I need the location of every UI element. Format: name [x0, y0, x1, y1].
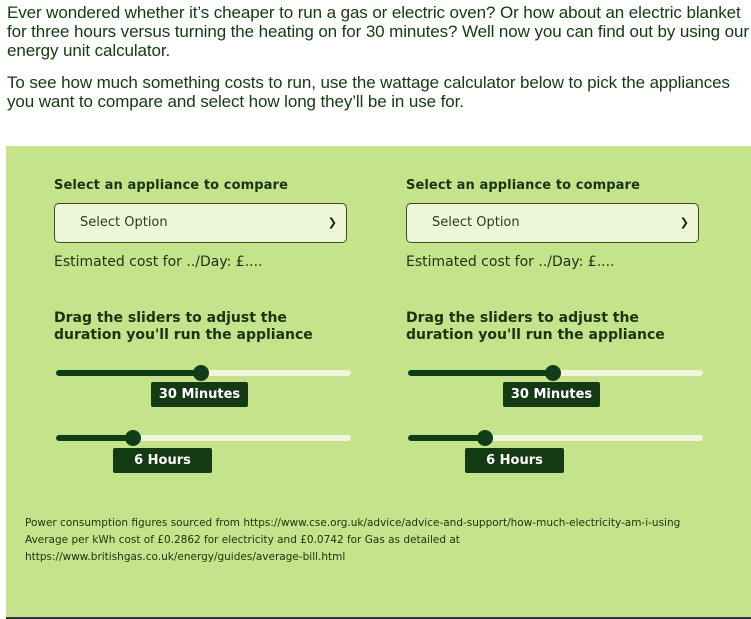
minutes-slider-thumb[interactable] [545, 365, 561, 381]
slider-instructions: Drag the sliders to adjust the duration you'll run the appliance [54, 310, 313, 343]
minutes-slider-fill [56, 370, 201, 376]
minutes-value-badge: 30 Minutes [503, 382, 600, 407]
appliance-select-value: Select Option [80, 215, 168, 230]
minutes-slider-fill [408, 370, 553, 376]
intro-paragraph-1: Ever wondered whether it’s cheaper to run a gas or electric oven? Or how about an electric blanket for three hours versus turning the heating on for 30 minutes? Well now you can find out by using our energy unit calculator. [7, 3, 749, 60]
estimated-cost: Estimated cost for ../Day: £.... [406, 254, 615, 270]
minutes-value-badge: 30 Minutes [151, 382, 248, 407]
hours-slider-thumb[interactable] [477, 430, 493, 446]
appliance-select[interactable] [54, 203, 347, 243]
chevron-down-icon: ❯ [679, 216, 689, 229]
hours-slider-thumb[interactable] [125, 430, 141, 446]
footer-line-link: https://www.britishgas.co.uk/energy/guides/average-bill.html [25, 551, 346, 563]
hours-slider-fill [56, 435, 133, 441]
intro-text [7, 3, 751, 111]
appliance-heading: Select an appliance to compare [406, 178, 640, 193]
hours-slider-fill [408, 435, 485, 441]
hours-value-badge: 6 Hours [465, 448, 564, 473]
calculator-panel [6, 146, 751, 619]
chevron-down-icon: ❯ [327, 216, 337, 229]
hours-value-badge: 6 Hours [113, 448, 212, 473]
footer-line-source: Power consumption figures sourced from https://www.cse.org.uk/advice/advice-and-support/how-much-electricity-am-i-using [25, 517, 681, 529]
minutes-slider[interactable] [408, 370, 703, 376]
footer-notes [25, 515, 745, 566]
minutes-slider[interactable] [56, 370, 351, 376]
minutes-slider-thumb[interactable] [193, 365, 209, 381]
appliance-select[interactable] [406, 203, 699, 243]
hours-slider[interactable] [56, 435, 351, 441]
estimated-cost: Estimated cost for ../Day: £.... [54, 254, 263, 270]
appliance-select-value: Select Option [432, 215, 520, 230]
intro-paragraph-2: To see how much something costs to run, use the wattage calculator below to pick the appliances you want to compare and select how long they’ll be in use for. [7, 73, 730, 111]
slider-instructions: Drag the sliders to adjust the duration you'll run the appliance [406, 310, 665, 343]
hours-slider[interactable] [408, 435, 703, 441]
appliance-heading: Select an appliance to compare [54, 178, 288, 193]
footer-line-rates: Average per kWh cost of £0.2862 for electricity and £0.0742 for Gas as detailed at [25, 534, 460, 546]
